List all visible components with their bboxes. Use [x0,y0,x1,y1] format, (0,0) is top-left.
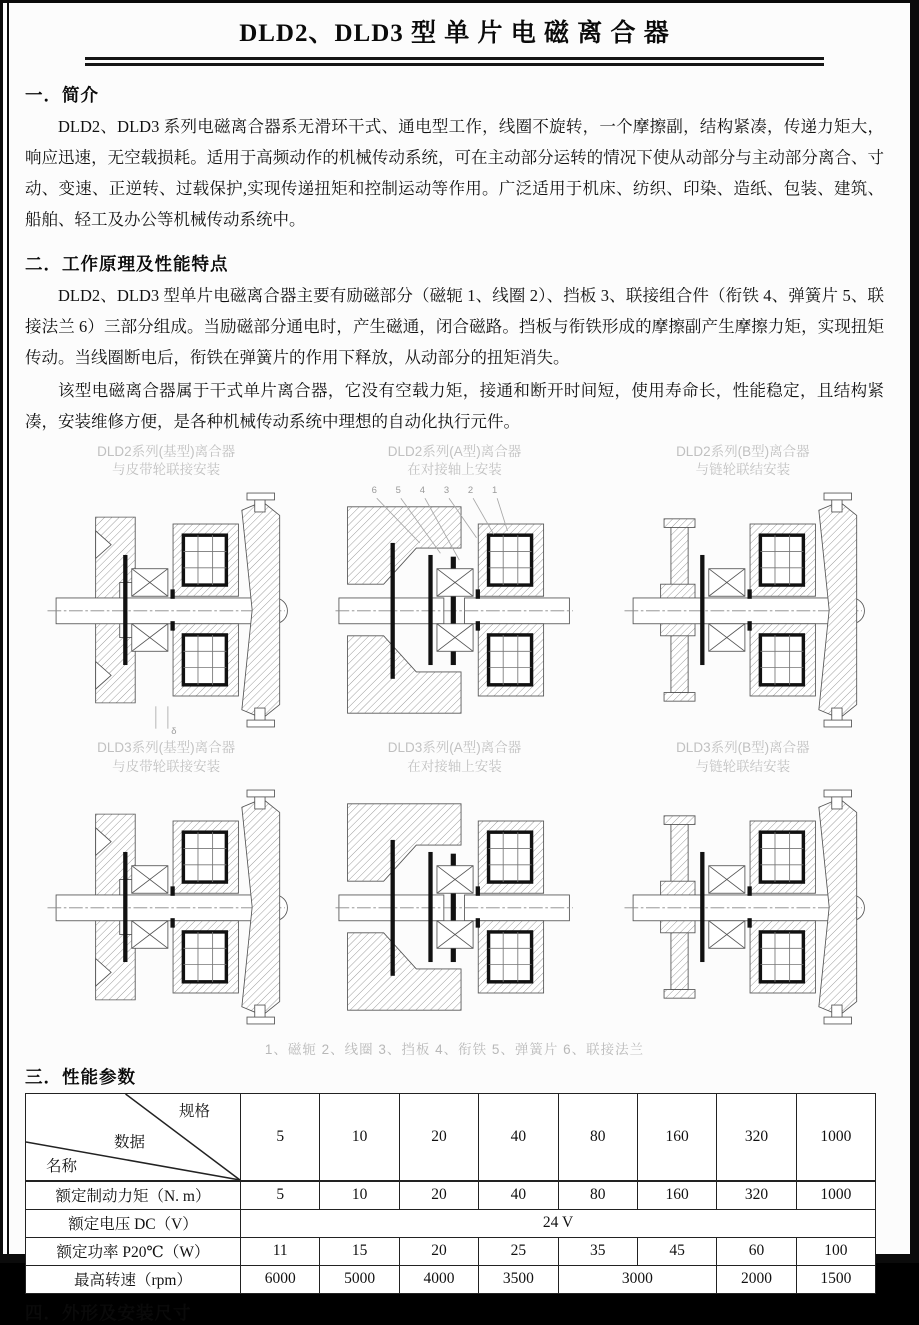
clutch-cross-section-diagram [25,778,307,1036]
page-title: DLD2、DLD3 型 单 片 电 磁 离 合 器 [239,20,670,47]
figure-caption [602,443,884,479]
figure-caption-line1: DLD3系列(基型)离合器 [97,740,236,756]
row-label: 额定功率 P20℃（W） [26,1237,241,1265]
cell: 60 [717,1237,796,1265]
cell: 4000 [399,1265,478,1293]
cell: 15 [320,1237,399,1265]
cell: 6000 [241,1265,320,1293]
clutch-cross-section-diagram [313,481,595,739]
figure-dld3-b-type [602,739,884,1035]
table-row-speed [26,1265,876,1293]
spec-header: 5 [241,1093,320,1181]
figure-dld2-a-type [313,443,595,739]
cell: 2000 [717,1265,796,1293]
cell: 80 [558,1181,637,1210]
clutch-cross-section-diagram [313,778,595,1036]
cell: 10 [320,1181,399,1210]
diagonal-corner-cell [26,1093,241,1181]
section-heading-principle: 二．工作原理及性能特点 [25,254,229,274]
figure-caption-line2: 在对接轴上安装 [407,462,502,478]
figure-caption [25,443,307,479]
figure-caption [25,739,307,775]
corner-label-name: 名称 [46,1157,78,1175]
clutch-cross-section-diagram [25,481,307,739]
cell: 1000 [796,1181,875,1210]
spec-header: 1000 [796,1093,875,1181]
page-content [3,3,910,1325]
figure-caption-line1: DLD3系列(B型)离合器 [676,740,810,756]
figure-caption-line1: DLD2系列(A型)离合器 [387,444,522,459]
cell: 1500 [796,1265,875,1293]
figure-caption-line1: DLD2系列(基型)离合器 [97,444,236,459]
figure-caption [313,443,595,479]
corner-label-data: 数据 [114,1133,146,1151]
cell: 35 [558,1237,637,1265]
callout-2: 2 [468,485,474,497]
cell: 100 [796,1237,875,1265]
figure-caption [313,739,595,775]
callout-4: 4 [420,485,426,497]
figure-caption-line1: DLD3系列(A型)离合器 [387,740,522,756]
clutch-cross-section-diagram [602,778,884,1036]
cell: 320 [717,1181,796,1210]
principle-paragraph-2: 该型电磁离合器属于干式单片离合器，它没有空载力矩，接通和断开时间短，使用寿命长，性能稳定，且结构紧凑，安装维修方便，是各种机械传动系统中理想的自动化执行元件。 [25,381,884,431]
figure-caption-line2: 与链轮联结安装 [695,758,791,774]
spec-header: 10 [320,1093,399,1181]
section-heading-intro: 一．简介 [25,85,99,105]
spec-header: 80 [558,1093,637,1181]
performance-parameters-table [25,1093,876,1294]
figure-dld2-base [25,443,307,739]
figure-caption-line2: 与皮带轮联接安装 [112,758,221,774]
row-label: 额定制动力矩（N. m） [26,1181,241,1210]
figure-caption-line2: 与皮带轮联接安装 [112,462,221,478]
figure-dld3-base [25,739,307,1035]
figure-legend: 1、磁轭 2、线圈 3、挡板 4、衔铁 5、弹簧片 6、联接法兰 [264,1041,645,1057]
cell: 40 [479,1181,558,1210]
section-heading-dimensions: 四．外形及安装尺寸 [25,1302,192,1323]
clutch-cross-section-diagram [602,481,884,739]
callout-5: 5 [396,485,402,497]
merged-speed-cell: 3000 [558,1265,717,1293]
spec-header: 320 [717,1093,796,1181]
cell: 5000 [320,1265,399,1293]
figure-grid [25,443,884,1036]
row-label: 最高转速（rpm） [26,1265,241,1293]
figure-caption-line2: 在对接轴上安装 [407,758,502,774]
principle-paragraph-1: DLD2、DLD3 型单片电磁离合器主要有励磁部分（磁轭 1、线圈 2）、挡板 3、联接组合件（衔铁 4、弹簧片 5、联接法兰 6）三部分组成。当励磁部分通电时，产生磁通，闭合磁路。挡板与衔铁形成的摩擦副产生摩擦力矩，实现扭矩传动。当线圈断电后，衔铁在弹簧片的作用下释放，从动部分的扭矩消失。 [25,286,884,367]
cell: 11 [241,1237,320,1265]
cell: 45 [637,1237,716,1265]
cell: 25 [479,1237,558,1265]
figure-caption-line1: DLD2系列(B型)离合器 [676,444,810,459]
figure-dld3-a-type [313,739,595,1035]
cell: 20 [399,1181,478,1210]
row-label: 额定电压 DC（V） [26,1209,241,1237]
figure-caption-line2: 与链轮联结安装 [695,462,791,478]
intro-paragraph: DLD2、DLD3 系列电磁离合器系无滑环干式、通电型工作，线圈不旋转，一个摩擦副，结构紧凑，传递力矩大，响应迅速，无空载损耗。适用于高频动作的机械传动系统，可在主动部分运转的情况下使从动部分与主动部分离合、寸动、变速、正逆转、过载保护,实现传递扭矩和控制运动等作用。广泛适用于机床、纺织、印染、造纸、包装、建筑、船舶、轻工及办公等机械传动系统中。 [25,117,884,229]
title-divider [85,57,824,66]
table-header-row [26,1093,876,1181]
callout-6: 6 [371,485,378,497]
spec-header: 20 [399,1093,478,1181]
delta-gap-label: δ [171,726,177,738]
figure-dld2-b-type [602,443,884,739]
figure-caption [602,739,884,775]
cell: 5 [241,1181,320,1210]
callout-1: 1 [492,485,498,497]
corner-label-spec: 规格 [178,1102,210,1120]
callout-3: 3 [444,485,450,497]
cell: 20 [399,1237,478,1265]
section-heading-params: 三．性能参数 [25,1066,136,1087]
merged-voltage-cell: 24 V [241,1209,876,1237]
table-row-torque [26,1181,876,1210]
spec-header: 160 [637,1093,716,1181]
spec-header: 40 [479,1093,558,1181]
cell: 3500 [479,1265,558,1293]
table-row-power [26,1237,876,1265]
table-row-voltage [26,1209,876,1237]
cell: 160 [637,1181,716,1210]
